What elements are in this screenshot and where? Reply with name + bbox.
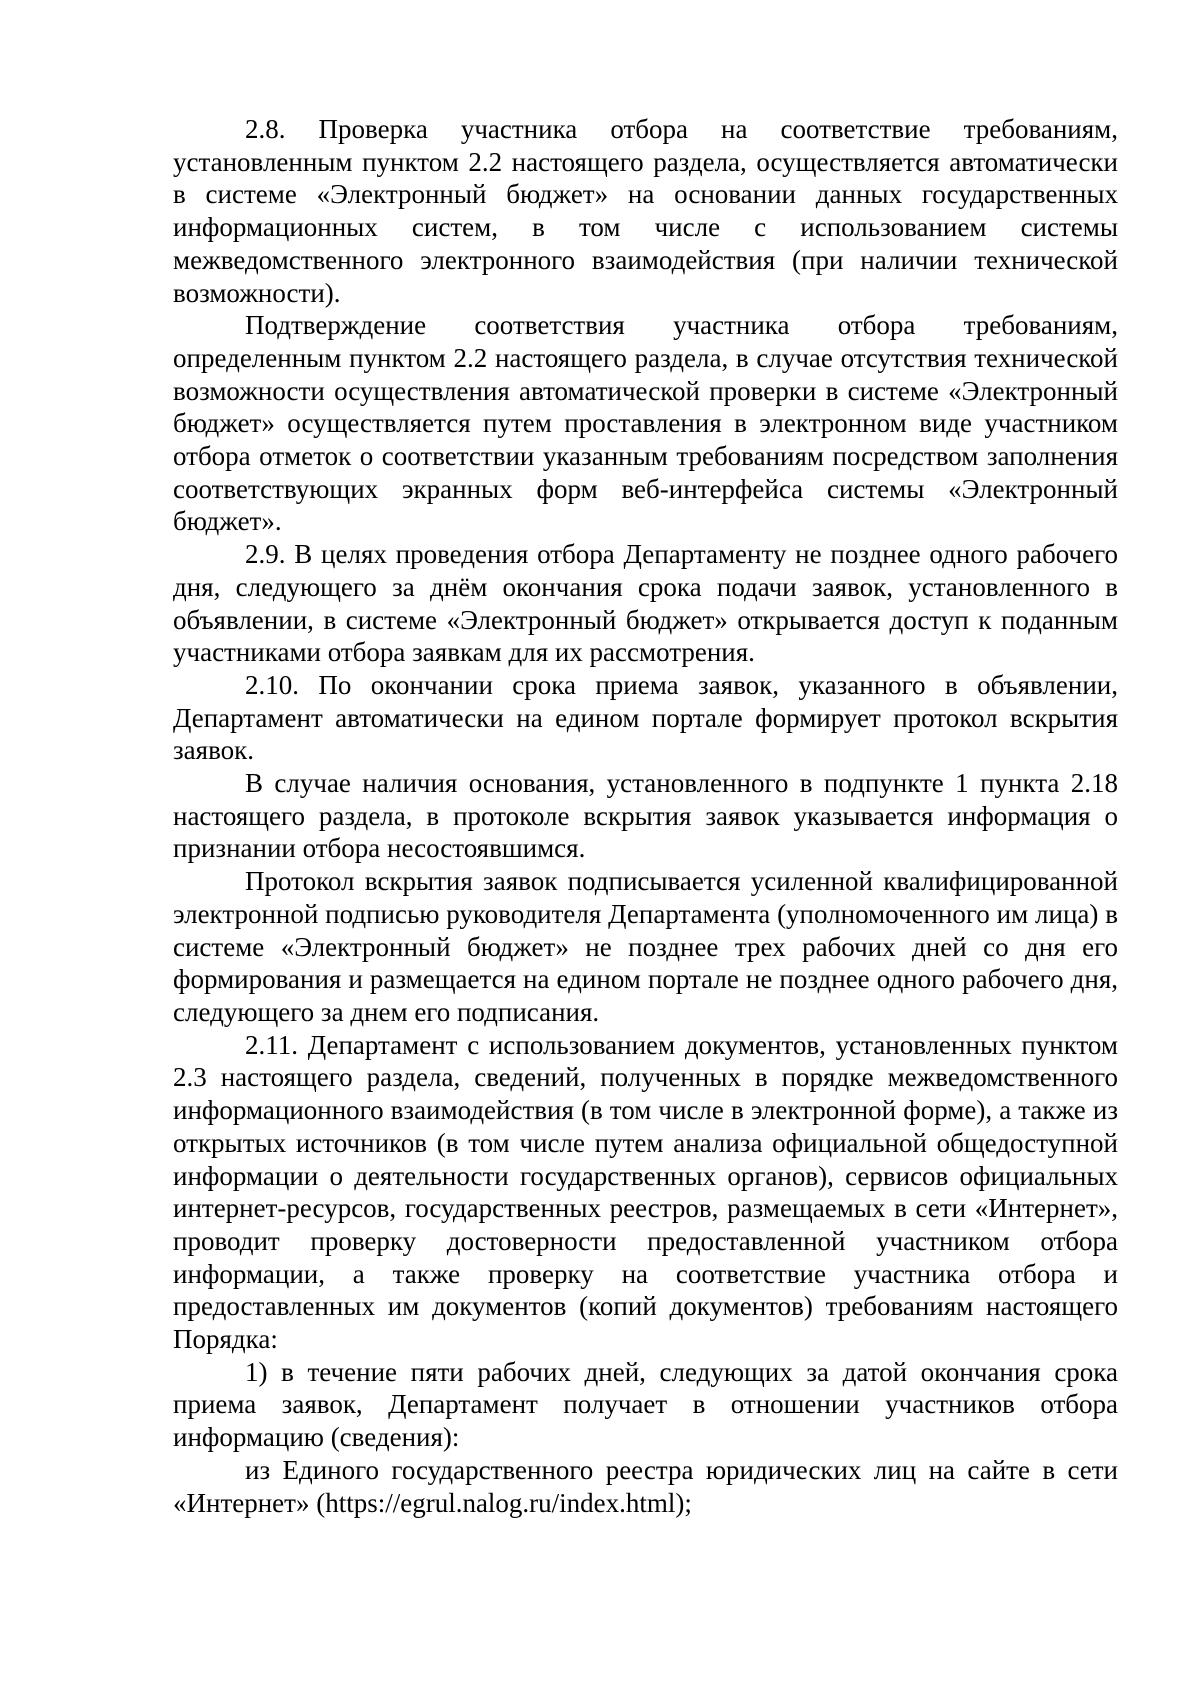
paragraph-2-11: 2.11. Департамент с использованием документов, установленных пунктом 2.3 настоящего раздела, сведений, полученных в порядке межведомственного информационного взаимодействия (в том числе в электронной форме), а также из открытых источников (в том числе путем анализа официальной общедоступной информации о деятельности государственных органов), сервисов официальных интернет-ресурсов, государственных реестров, размещаемых в сети «Интернет», проводит проверку достоверности предоставленной участником отбора информации, а также проверку на соответствие участника отбора и предоставленных им документов (копий документов) требованиям настоящего Порядка: <box>173 1029 1118 1355</box>
paragraph-confirmation: Подтверждение соответствия участника отбора требованиям, определенным пунктом 2.2 настоящего раздела, в случае отсутствия технической возможности осуществления автоматической проверки в системе «Электронный бюджет» осуществляется путем проставления в электронном виде участником отбора отметок о соответствии указанным требованиям посредством заполнения соответствующих экранных форм веб-интерфейса системы «Электронный бюджет». <box>173 310 1118 537</box>
paragraph-item-1: 1) в течение пяти рабочих дней, следующих за датой окончания срока приема заявок, Департамент получает в отношении участников отбора информацию (сведения): <box>173 1356 1118 1453</box>
paragraph-failed-selection: В случае наличия основания, установленного в подпункте 1 пункта 2.18 настоящего раздела, в протоколе вскрытия заявок указывается информация о признании отбора несостоявшимся. <box>173 768 1118 864</box>
paragraph-protocol-signing: Протокол вскрытия заявок подписывается усиленной квалифицированной электронной подписью руководителя Департамента (уполномоченного им лица) в системе «Электронный бюджет» не позднее трех рабочих дней со дня его формирования и размещается на едином портале не позднее одного рабочего дня, следующего за днем его подписания. <box>173 866 1118 1027</box>
document-body <box>173 113 1118 1519</box>
paragraph-egrul-source: из Единого государственного реестра юридических лиц на сайте в сети «Интернет» (https://egrul.nalog.ru/index.html); <box>173 1454 1118 1518</box>
paragraph-2-9: 2.9. В целях проведения отбора Департаменту не позднее одного рабочего дня, следующего за днём окончания срока подачи заявок, установленного в объявлении, в системе «Электронный бюджет» открывается доступ к поданным участниками отбора заявкам для их рассмотрения. <box>173 539 1118 668</box>
paragraph-2-8: 2.8. Проверка участника отбора на соответствие требованиям, установленным пунктом 2.2 настоящего раздела, осуществляется автоматически в системе «Электронный бюджет» на основании данных государственных информационных систем, в том числе с использованием системы межведомственного электронного взаимодействия (при наличии технической возможности). <box>173 114 1118 308</box>
paragraph-2-10: 2.10. По окончании срока приема заявок, указанного в объявлении, Департамент автоматически на едином портале формирует протокол вскрытия заявок. <box>173 669 1118 766</box>
